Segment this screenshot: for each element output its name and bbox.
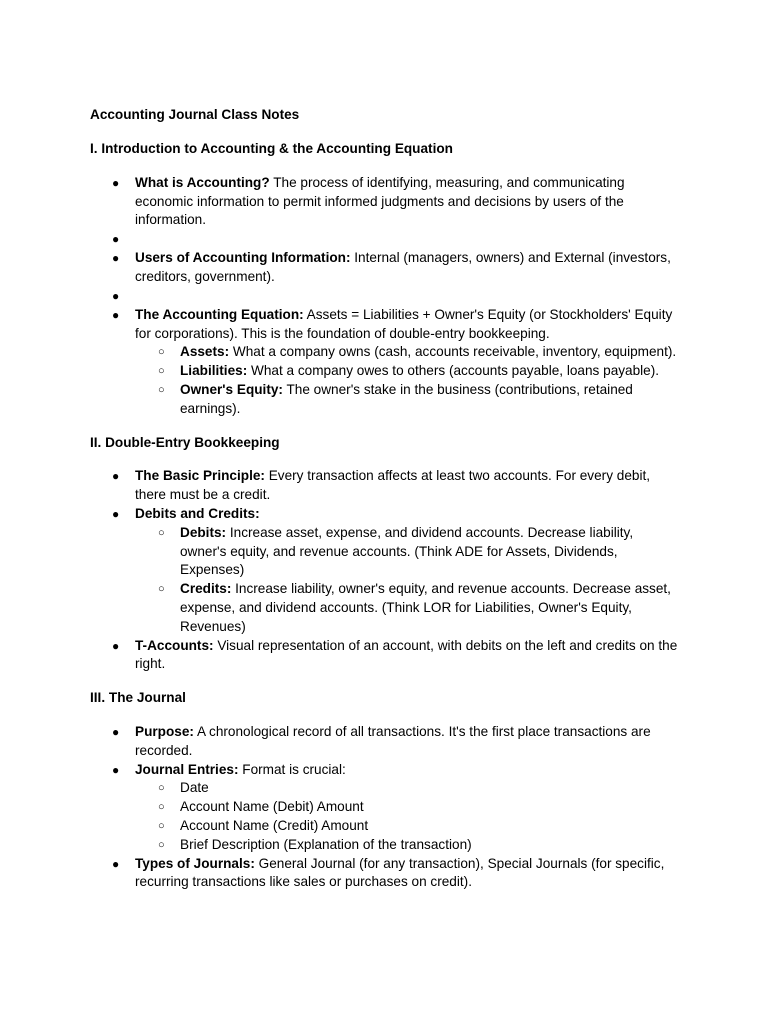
list-item bbox=[112, 306, 680, 419]
item-label: Owner's Equity: bbox=[180, 381, 283, 397]
list-item-empty bbox=[112, 287, 680, 306]
bullet-icon: ● bbox=[112, 288, 120, 303]
bullet-icon: ● bbox=[112, 638, 120, 653]
item-text: The process of identifying, measuring, and communicating economic information to permit informed judgments and decisions by users of the information. bbox=[135, 174, 625, 228]
list-item bbox=[112, 505, 680, 637]
item-text: What a company owns (cash, accounts receivable, inventory, equipment). bbox=[229, 344, 677, 360]
bullet-list bbox=[90, 467, 680, 674]
sub-list-item bbox=[158, 524, 680, 580]
section-heading: III. The Journal bbox=[90, 690, 186, 706]
hollow-bullet-icon: ○ bbox=[158, 583, 165, 596]
bullet-icon: ● bbox=[112, 762, 120, 777]
item-label: T-Accounts: bbox=[135, 637, 214, 653]
sub-list-item bbox=[158, 343, 680, 362]
bullet-icon: ● bbox=[112, 251, 120, 266]
list-item bbox=[112, 174, 680, 230]
item-label: Debits: bbox=[180, 524, 227, 540]
bullet-list bbox=[90, 174, 680, 419]
hollow-bullet-icon: ○ bbox=[158, 346, 165, 359]
item-text: Account Name (Debit) Amount bbox=[180, 799, 364, 815]
item-text: Date bbox=[180, 780, 209, 796]
sub-list bbox=[135, 343, 680, 418]
notes-page bbox=[90, 106, 680, 892]
item-text: Increase asset, expense, and dividend accounts. Decrease liability, owner's equity, and revenue accounts. (Think ADE for Assets, Dividends, Expenses) bbox=[180, 524, 634, 578]
item-text: Visual representation of an account, with debits on the left and credits on the right. bbox=[135, 637, 678, 672]
document-title: Accounting Journal Class Notes bbox=[90, 107, 300, 122]
list-item bbox=[112, 761, 680, 855]
item-text: A chronological record of all transactions. It's the first place transactions are recorded. bbox=[135, 723, 651, 758]
bullet-icon: ● bbox=[112, 469, 120, 484]
hollow-bullet-icon: ○ bbox=[158, 365, 165, 378]
sub-list-item bbox=[158, 580, 680, 636]
item-label: Assets: bbox=[180, 344, 230, 360]
hollow-bullet-icon: ○ bbox=[158, 782, 165, 795]
sub-list bbox=[135, 524, 680, 637]
item-text: Format is crucial: bbox=[238, 761, 346, 777]
item-text: Increase liability, owner's equity, and revenue accounts. Decrease asset, expense, and dividend accounts. (Think LOR for Liabilities, Owner's Equity, Revenues) bbox=[180, 581, 671, 634]
hollow-bullet-icon: ○ bbox=[158, 838, 165, 851]
bullet-icon: ● bbox=[112, 175, 120, 190]
list-item-empty bbox=[112, 230, 680, 249]
item-label: Debits and Credits: bbox=[135, 505, 260, 521]
item-label: The Accounting Equation: bbox=[135, 306, 304, 322]
list-item bbox=[112, 855, 680, 893]
item-text: What a company owes to others (accounts payable, loans payable). bbox=[247, 363, 660, 379]
bullet-list bbox=[90, 723, 680, 892]
list-item bbox=[112, 249, 680, 287]
sub-list-item bbox=[158, 798, 680, 817]
list-item bbox=[112, 467, 680, 505]
sub-list-item bbox=[158, 779, 680, 798]
item-text: Account Name (Credit) Amount bbox=[180, 817, 369, 833]
item-label: What is Accounting? bbox=[135, 174, 270, 190]
sub-list-item bbox=[158, 381, 680, 419]
sub-list bbox=[135, 779, 680, 854]
hollow-bullet-icon: ○ bbox=[158, 526, 165, 539]
item-text: The owner's stake in the business (contributions, retained earnings). bbox=[180, 381, 633, 416]
bullet-icon: ● bbox=[112, 232, 120, 247]
item-label: Purpose: bbox=[135, 723, 194, 739]
bullet-icon: ● bbox=[112, 856, 120, 871]
hollow-bullet-icon: ○ bbox=[158, 819, 165, 832]
bullet-icon: ● bbox=[112, 307, 120, 322]
item-label: Credits: bbox=[180, 581, 232, 597]
item-text: Assets = Liabilities + Owner's Equity (or Stockholders' Equity for corporations). This is the foundation of double-entry bookkeeping. bbox=[135, 306, 673, 341]
bullet-icon: ● bbox=[112, 724, 120, 739]
item-text: General Journal (for any transaction), Special Journals (for specific, recurring transactions like sales or purchases on credit). bbox=[135, 855, 665, 890]
section-heading: I. Introduction to Accounting & the Accounting Equation bbox=[90, 141, 453, 156]
hollow-bullet-icon: ○ bbox=[158, 383, 165, 396]
item-label: The Basic Principle: bbox=[135, 468, 265, 484]
item-text: Brief Description (Explanation of the transaction) bbox=[180, 836, 472, 852]
item-label: Liabilities: bbox=[180, 363, 248, 379]
item-label: Journal Entries: bbox=[135, 761, 239, 777]
list-item bbox=[112, 723, 680, 761]
item-label: Types of Journals: bbox=[135, 855, 255, 871]
sub-list-item bbox=[158, 362, 680, 381]
bullet-icon: ● bbox=[112, 506, 120, 521]
item-text: Internal (managers, owners) and External (investors, creditors, government). bbox=[135, 250, 671, 284]
item-label: Users of Accounting Information: bbox=[135, 250, 351, 266]
sub-list-item bbox=[158, 817, 680, 836]
hollow-bullet-icon: ○ bbox=[158, 801, 165, 814]
list-item bbox=[112, 637, 680, 675]
section-heading: II. Double-Entry Bookkeeping bbox=[90, 434, 280, 450]
sub-list-item bbox=[158, 836, 680, 855]
item-text: Every transaction affects at least two accounts. For every debit, there must be a credit. bbox=[135, 468, 651, 503]
